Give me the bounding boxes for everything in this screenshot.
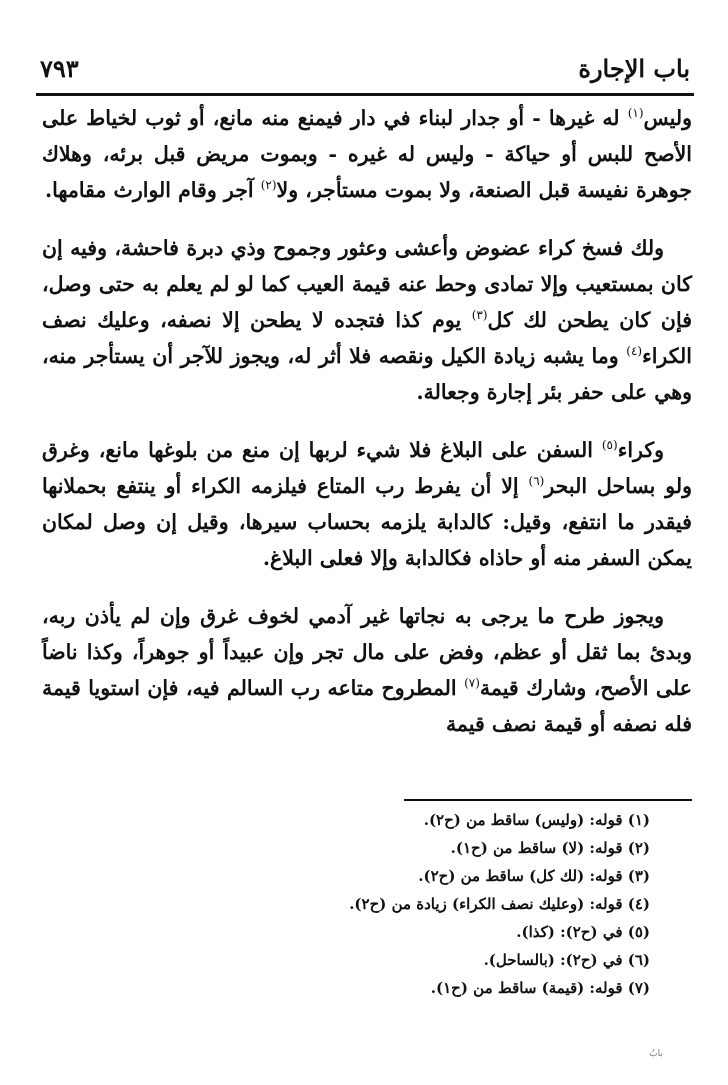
text-segment: وليس <box>643 106 692 130</box>
chapter-title: باب الإجارة <box>578 54 690 83</box>
paragraph-3 <box>42 432 692 576</box>
paragraph-1 <box>42 100 692 208</box>
footnote-7: (٧) قوله: (قيمة) ساقط من (ح١). <box>430 979 650 997</box>
footnote-1: (١) قوله: (وليس) ساقط من (ح٢). <box>423 811 650 829</box>
margin-stamp: بابُ <box>649 1049 663 1059</box>
footnote-ref-6: (٦) <box>528 474 545 489</box>
footnote-ref-4: (٤) <box>626 344 643 359</box>
main-text <box>42 100 692 764</box>
footnote-5: (٥) في (ح٢): (كذا). <box>516 923 650 941</box>
text-segment: آجر وقام الوارث مقامها. <box>45 178 261 202</box>
footnote-ref-7: (٧) <box>464 676 480 691</box>
page-number: ٧٩٣ <box>40 54 79 83</box>
text-segment: ولك فسخ كراء عضوض وأعشى وعثور وجموح وذي دبرة فاحشة، وفيه إن كان بمستعيب وإلا تمادى وحط عنه قيمة العيب كما لو لم يعلم به حتى وصل، فإن كان يطحن لك كل <box>42 236 692 332</box>
footnote-6: (٦) في (ح٢): (بالساحل). <box>483 951 650 969</box>
footnote-4: (٤) قوله: (وعليك نصف الكراء) زيادة من (ح٢). <box>349 895 650 913</box>
footnote-ref-5: (٥) <box>601 438 618 453</box>
text-segment: له غيرها - أو جدار لبناء في دار فيمنع منه مانع، أو ثوب لخياط على الأصح للبس أو حياكة - وليس له غيره - وبموت مريض قبل برئه، وهلاك جوهرة نفيسة قبل الصنعة، ولا بموت مستأجر، ولا <box>42 106 692 202</box>
text-segment: وكراء <box>617 438 664 462</box>
text-segment: يوم كذا فتجده لا يطحن إلا نصفه، وعليك نصف الكراء <box>42 308 692 368</box>
footnote-rule <box>404 799 692 801</box>
footnote-3: (٣) قوله: (لك كل) ساقط من (ح٢). <box>418 867 650 885</box>
paragraph-4 <box>42 598 692 742</box>
text-segment: إلا أن يفرط رب المتاع فيلزمه الكراء أو ينتفع بحملانها فيقدر ما انتفع، وقيل: كالدابة يلزمه بحساب سيرها، وقيل إن وصل لمكان يمكن السفر منه أو حاذاه فكالدابة وإلا فعلى البلاغ. <box>42 474 692 570</box>
footnote-ref-3: (٣) <box>471 308 488 323</box>
page-header <box>36 42 694 94</box>
header-rule <box>36 93 694 96</box>
paragraph-2 <box>42 230 692 410</box>
text-segment: السفن على البلاغ فلا شيء لربها إن منع من بلوغها مانع، وغرق ولو بساحل البحر <box>42 438 692 498</box>
text-segment: المطروح متاعه رب السالم فيه، فإن استويا قيمة فله نصفه أو قيمة نصف قيمة <box>42 676 692 736</box>
text-segment: ويجوز طرح ما يرجى به نجاتها غير آدمي لخوف غرق وإن لم يأذن ربه، وبدئ بما ثقل أو عظم، وفض على مال تجر وإن عبيداً أو جوهراً، وكذا ناضاً على الأصح، وشارك قيمة <box>42 604 692 700</box>
text-segment: وما يشبه زيادة الكيل ونقصه فلا أثر له، ويجوز للآجر أن يستأجر منه، وهي على حفر بئر إجارة وجعالة. <box>42 344 692 404</box>
footnote-ref-1: (١) <box>627 106 644 121</box>
footnote-2: (٢) قوله: (لا) ساقط من (ح١). <box>450 839 650 857</box>
footnote-ref-2: (٢) <box>260 178 277 193</box>
footnotes <box>260 806 650 1002</box>
